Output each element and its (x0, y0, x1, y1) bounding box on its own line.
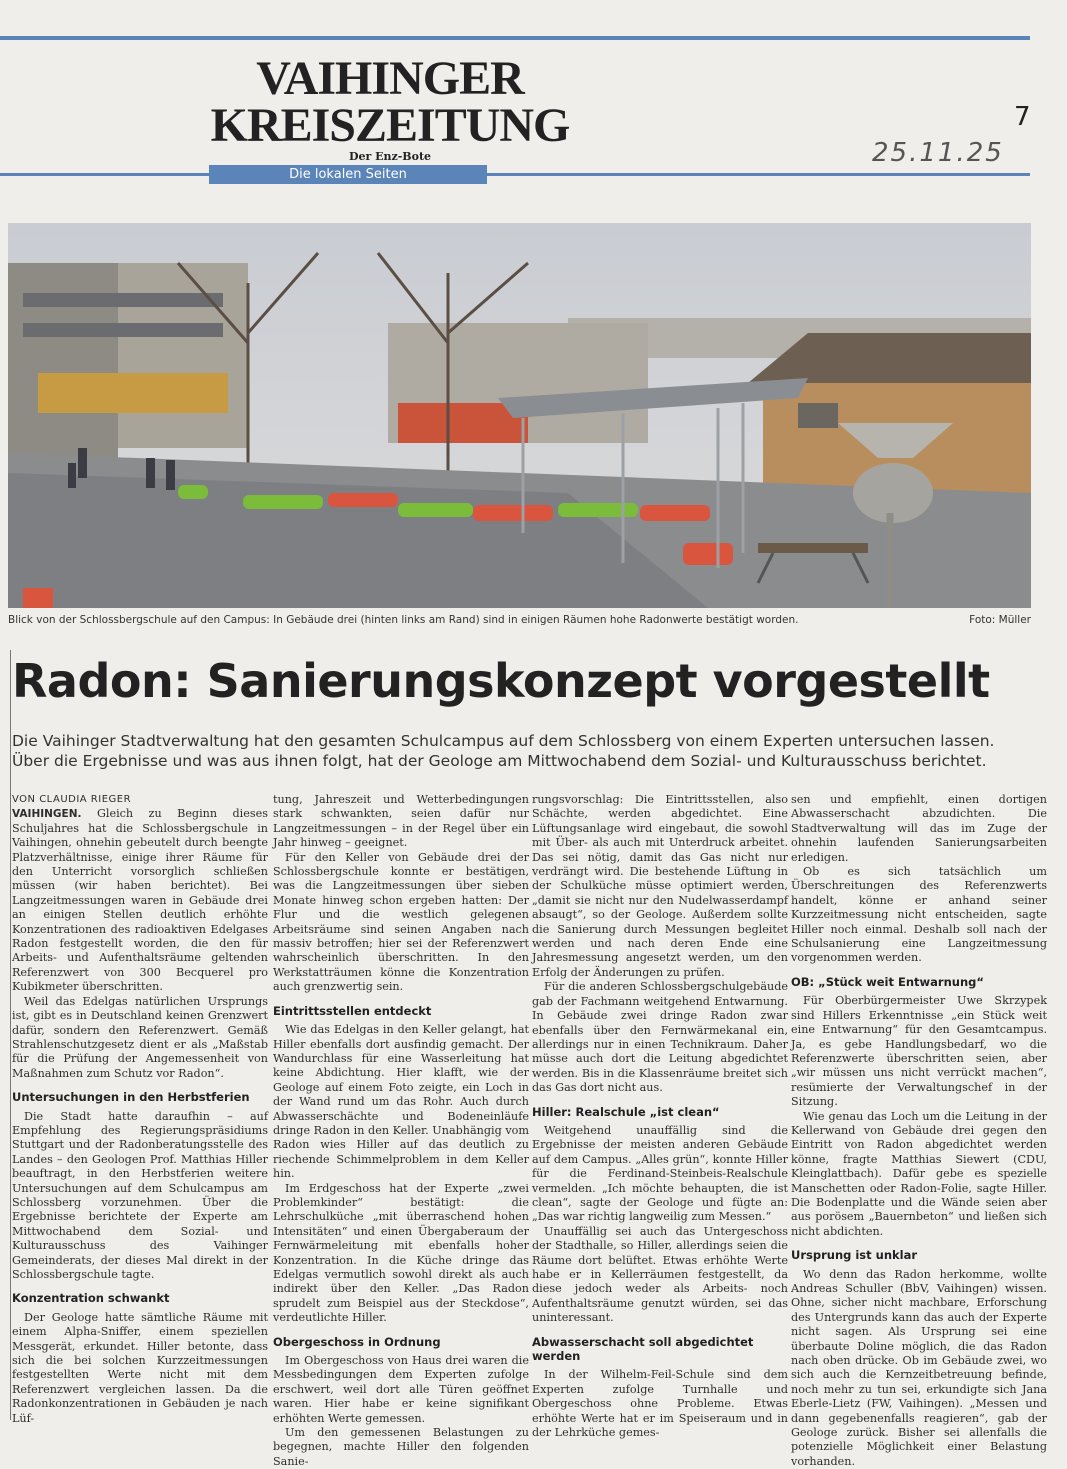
paragraph: In der Wilhelm-Feil-Schule sind dem Experten zufolge Turnhalle und Obergeschoss ohne Probleme. Etwas erhöhte Werte hat er im Speiseraum und in der Lehrküche gemes- (532, 1368, 788, 1440)
left-margin-line (10, 650, 11, 1420)
subheading: Hiller: Realschule „ist clean“ (532, 1104, 720, 1119)
subheading: Abwasserschacht soll abgedichtet werden (532, 1334, 754, 1364)
subheading: Untersuchungen in den Herbstferien (12, 1090, 250, 1105)
article-lead: Die Vaihinger Stadtverwaltung hat den gesamten Schulcampus auf dem Schlossberg von einem Experten untersuchen lassen. Über die Ergebnisse und was aus ihnen folgt, hat der Geologe am Mittwochabend dem Sozial- und Kulturausschuss berichtet. (12, 732, 995, 770)
paragraph: Weil das Edelgas natürlichen Ursprungs ist, gibt es in Deutschland keinen Grenzwert dafür, sondern den Referenzwert. Gemäß Strahlenschutzgesetz dient er als „Maßstab für die Prüfung der Angemessenheit von Maßnahmen zum Schutz vor Radon“. (12, 994, 268, 1080)
paragraph: Im Erdgeschoss hat der Experte „zwei Problemkinder“ bestätigt: die Lehrschulküche „mit überraschend hohen Intensitäten“ und einen Übergaberaum der Fernwärmeleitung mit ebenfalls hoher Konzentration. In die Küche dringe das Edelgas vermutlich sowohl direkt als auch indirekt über den Keller. „Das Radon sprudelt zum Beispiel aus der Steckdose“, verdeutlichte Hiller. (273, 1181, 529, 1325)
paragraph: Der Geologe hatte sämtliche Räume mit einem Alpha-Sniffer, einem speziellen Messgerät, erkundet. Hiller betonte, dass sich die bei solchen Kurzzeitmessungen festgestellten Werte nicht mit dem Referenzwert vergleichen lassen. Da die Radonkonzentrationen in Gebäuden je nach Lüf- (12, 1310, 268, 1425)
paragraph: Für Oberbürgermeister Uwe Skrzypek sind Hillers Erkenntnisse „ein Stück weit eine Entwarnung“ für den Gesamtcampus. Ja, es gebe Handlungsbedarf, wo die Referenzwerte überschritten seien, aber „wir müssen uns nicht verrückt machen“, resümierte der Verwaltungschef in der Sitzung. (791, 994, 1047, 1109)
masthead-sub: Der Enz-Bote (348, 150, 432, 163)
masthead-logo (205, 52, 575, 164)
handwritten-date: 25.11.25 (872, 138, 1004, 168)
article-headline: Radon: Sanierungskonzept vorgestellt (12, 654, 990, 708)
article-column-3 (532, 793, 788, 1440)
paragraph: Für die anderen Schlossbergschulgebäude gab der Fachmann weitgehend Entwarnung. In Gebäude zwei dringe Radon zwar ebenfalls über den Fernwärmekanal ein, allerdings nur in einen Technikraum. Daher müsse auch dort die Leitung abgedichtet werden. Bis in die Klassenräume breitet sich das Gas dort nicht aus. (532, 980, 788, 1095)
paragraph: Im Obergeschoss von Haus drei waren die Messbedingungen dem Experten zufolge erschwert, weil dort alle Türen geöffnet waren. Hier habe er keine signifikant erhöhten Werte gemessen. (273, 1354, 529, 1425)
subheading: Eintrittsstellen entdeckt (273, 1003, 432, 1018)
top-rule (0, 36, 1030, 40)
subheading: OB: „Stück weit Entwarnung“ (791, 974, 984, 989)
photo-credit: Foto: Müller (969, 614, 1031, 626)
paragraph-text: Gleich zu Beginn dieses Schuljahres hat die Schlossbergschule in Vaihingen, ohnehin gebeutelt durch beengte Platzverhältnisse, einige ihrer Räume für den Unterricht vorsorglich schließen müssen (wir haben berichtet). Bei Langzeitmessungen waren in Gebäude drei an einigen Stellen deutlich erhöhte Konzentrationen des radioaktiven Edelgases Radon festgestellt worden, die den für Arbeits- und Aufenthaltsräume geltenden Referenzwert von 300 Becquerel pro Kubikmeter überschritten. (12, 807, 268, 994)
paragraph: rungsvorschlag: Die Eintrittsstellen, also Schächte, werden abgedichtet. Eine Lüftungsanlage wird eingebaut, die sowohl mit Über- als auch mit Unterdruck arbeitet. Das sei nötig, damit das Gas nicht nur verdrängt wird. Die bestehende Lüftung in der Schulküche müsse optimiert werden, „damit sie nicht nur den Nudelwasserdampf absaugt“, so der Geologe. Außerdem sollte die Sanierung durch Messungen begleitet werden und nach deren Ende eine Jahresmessung angesetzt werden, um den Erfolg der Änderungen zu prüfen. (532, 793, 788, 979)
page-number: 7 (1014, 102, 1031, 132)
paragraph: Die Stadt hatte daraufhin – auf Empfehlung des Regierungspräsidiums Stuttgart und der Radonberatungsstelle des Landes – den Geologen Prof. Matthias Hiller beauftragt, in den Herbstferien weitere Untersuchungen auf dem Schulcampus am Schlossberg vorzunehmen. Über die Ergebnisse berichtete der Experte am Mittwochabend dem Sozial- und Kulturausschuss des Vaihinger Gemeinderats, der dieses Mal direkt in der Schlossbergschule tagte. (12, 1109, 268, 1281)
paragraph: Um den gemessenen Belastungen zu begegnen, machte Hiller den folgenden Sanie- (273, 1426, 529, 1468)
article-photo (8, 223, 1031, 608)
masthead-rule-right (487, 173, 1030, 176)
article-column-4 (791, 793, 1047, 1469)
paragraph: Wie genau das Loch um die Leitung in der Kellerwand von Gebäude drei gegen den Eintritt von Radon abgedichtet werden könne, fragte Matthias Siewert (CDU, Kleinglattbach). Dafür gebe es spezielle Manschetten oder Radon-Folie, sagte Hiller. Die Bodenplatte und die Wände seien aber aus porösem „Bauernbeton“ und ließen sich nicht abdichten. (791, 1109, 1047, 1238)
article-column-2 (273, 793, 529, 1469)
paragraph: sen und empfiehlt, einen dortigen Abwasserschacht abzudichten. Die Stadtverwaltung will das im Zuge der ohnehin laufenden Sanierungsarbeiten erledigen. (791, 793, 1047, 864)
masthead-line1: VAIHINGER (256, 52, 524, 105)
paragraph: Für den Keller von Gebäude drei der Schlossbergschule konnte er bestätigen, was die Langzeitmessungen über sieben Monate hinweg schon ergeben hatten: Der Flur und die westlich gelegenen Arbeitsräume sind seinen Angaben nach massiv betroffen; hier sei der Referenzwert wahrscheinlich überschritten. In den Werkstatträumen könne die Konzentration auch grenzwertig sein. (273, 850, 529, 994)
subheading: Konzentration schwankt (12, 1291, 170, 1306)
campus-photo-illustration (8, 223, 1031, 608)
photo-caption (8, 614, 1031, 630)
paragraph: tung, Jahreszeit und Wetterbedingungen stark schwankten, seien dafür nur Langzeitmessungen – in der Regel über ein Jahr hinweg – geeignet. (273, 793, 529, 850)
paragraph: Wo denn das Radon herkomme, wollte Andreas Schuller (BbV, Vaihingen) wissen. Ohne, sicher nicht machbare, Erforschung des Untergrunds kann das auch der Experte nicht sagen. Als Ursprung sei eine überbaute Doline möglich, die das Radon nach oben drücke. Ob im Gebäude zwei, wo sich auch die Kernzeitbetreuung befinde, noch mehr zu tun sei, erkundigte sich Jana Eberle-Lietz (FW, Vaihingen). „Messen und dann gegebenenfalls reagieren“, gab der Geologe zurück. Bisher sei allenfalls die potenzielle Möglichkeit einer Belastung vorhanden. (791, 1267, 1047, 1468)
masthead-line2: KREISZEITUNG (210, 99, 570, 152)
masthead-rule-left (0, 173, 209, 176)
paragraph: Ob es sich tatsächlich um Überschreitungen des Referenzwerts handelt, könne er anhand seiner Kurzzeitmessung nicht entscheiden, sagte Hiller noch einmal. Deshalb soll nach der Schulsanierung eine Langzeitmessung vorgenommen werden. (791, 865, 1047, 965)
subheading: Obergeschoss in Ordnung (273, 1334, 441, 1349)
article-column-1 (12, 793, 268, 1426)
author-byline: VON CLAUDIA RIEGER (12, 794, 132, 805)
caption-text: Blick von der Schlossbergschule auf den Campus: In Gebäude drei (hinten links am Rand) sind in einigen Räumen hohe Radonwerte bestätigt worden. (8, 614, 799, 626)
paragraph: Wie das Edelgas in den Keller gelangt, hat Hiller ebenfalls dort ausfindig gemacht. Der Wandurchlass für eine Wasserleitung hat keine Abdichtung. Hier klafft, wie der Geologe auf einem Foto zeigte, ein Loch in der Wand rund um das Rohr. Auch durch Abwasserschächte und Bodeneinläufe dringe Radon in den Keller. Unabhängig vom Radon wies Hiller auf das deutlich zu riechende Schimmelproblem in dem Keller hin. (273, 1023, 529, 1181)
paragraph: Weitgehend unauffällig sind die Ergebnisse der meisten anderen Gebäude auf dem Campus. „Alles grün“, konnte Hiller für die Ferdinand-Steinbeis-Realschule vermelden. „Ich möchte behaupten, die ist clean“, sagte der Geologe und fügte an: „Das war richtig langweilig zum Messen.“ (532, 1123, 788, 1224)
paragraph: Unauffällig sei auch das Untergeschoss der Stadthalle, so Hiller, allerdings seien die Räume dort belüftet. Etwas erhöhte Werte habe er in Kellerräumen festgestellt, da diese jedoch weder als Arbeits- noch Aufenthaltsräume genutzt würden, sei das uninteressant. (532, 1224, 788, 1325)
dateline: VAIHINGEN. (12, 808, 82, 821)
section-banner: Die lokalen Seiten (209, 165, 487, 184)
paragraph (12, 807, 268, 994)
subheading: Ursprung ist unklar (791, 1248, 918, 1263)
